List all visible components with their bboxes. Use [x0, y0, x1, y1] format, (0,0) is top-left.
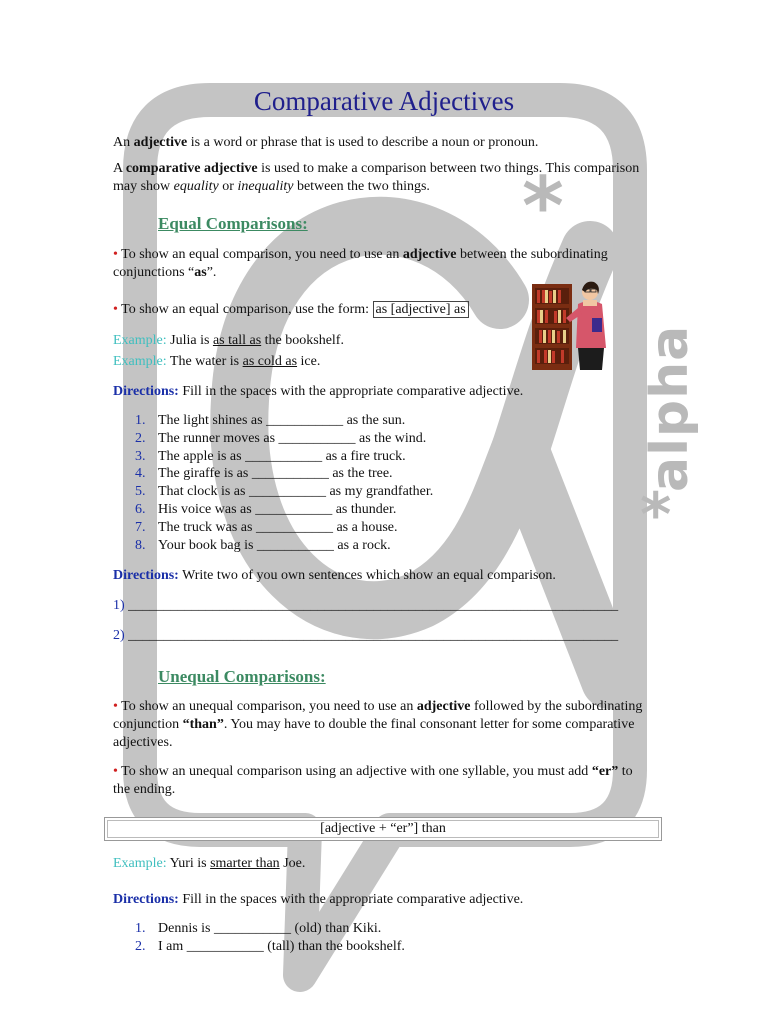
item-number: 1.	[135, 921, 146, 936]
intro-paragraph-1	[113, 134, 653, 152]
italic-term: equality	[173, 179, 219, 194]
underlined-phrase: as cold as	[242, 354, 298, 369]
item-text: The runner moves as ___________ as the wind.	[158, 430, 427, 446]
text: A	[113, 161, 126, 176]
text: Julia is	[166, 333, 213, 348]
text: between the subordinating conjunctions “	[113, 247, 608, 280]
unequal-bullet-1	[113, 698, 653, 752]
blank-line[interactable]: ______________________________________________________________________	[124, 628, 619, 643]
item-text: The light shines as ___________ as the sun.	[158, 413, 406, 428]
text: To show an equal comparison, you need to use an	[117, 247, 403, 262]
text: Write two of you own sentences which show an equal comparison.	[178, 568, 556, 583]
item-number: 6.	[135, 501, 146, 517]
directions-label: Directions:	[113, 568, 179, 583]
bold-term: adjective	[416, 699, 471, 714]
watermark-star-bottom: *	[640, 480, 672, 550]
text: Joe.	[279, 856, 306, 871]
bold-term: adjective	[402, 247, 457, 262]
unequal-comparisons-heading: Unequal Comparisons:	[158, 667, 326, 686]
text: the bookshelf.	[261, 333, 344, 348]
blank-line[interactable]: ______________________________________________________________________	[124, 598, 619, 613]
formula-text: [adjective + “er”] than	[320, 821, 446, 836]
answer-line-1[interactable]	[113, 597, 618, 615]
list-item	[135, 483, 615, 501]
text: To show an equal comparison, use the form:	[117, 302, 373, 317]
item-text: His voice was as ___________ as thunder.	[158, 501, 397, 517]
equal-exercise-list	[135, 412, 615, 554]
item-number: 8.	[135, 537, 146, 553]
bullet-icon: •	[113, 302, 118, 317]
bullet-icon: •	[113, 699, 118, 714]
item-number: 1.	[135, 413, 146, 428]
text: between the two things.	[293, 179, 430, 194]
directions-label: Directions:	[113, 892, 179, 907]
example-label: Example:	[113, 856, 167, 871]
bold-term: adjective	[133, 135, 188, 150]
equal-directions-2	[113, 567, 653, 585]
form-box: as [adjective] as	[373, 301, 469, 318]
bold-term: comparative adjective	[125, 161, 258, 176]
bullet-icon: •	[113, 764, 118, 779]
equal-directions-1	[113, 383, 653, 401]
bullet-icon: •	[113, 247, 118, 262]
watermark-alpha-text: alpha	[640, 324, 700, 492]
italic-term: inequality	[237, 179, 294, 194]
line-number: 1)	[113, 598, 125, 613]
unequal-directions	[113, 891, 653, 909]
item-number: 5.	[135, 484, 146, 500]
item-number: 7.	[135, 519, 146, 535]
list-item	[135, 938, 615, 956]
watermark-star-top: *	[522, 160, 564, 253]
text: The water is	[166, 354, 243, 369]
list-item	[135, 537, 615, 555]
item-text: Your book bag is ___________ as a rock.	[158, 537, 391, 553]
item-text: I am ___________ (tall) than the bookshelf.	[158, 938, 405, 954]
example-label: Example:	[113, 333, 167, 348]
text: An	[113, 135, 134, 150]
text: followed by the subordinating conjunction	[113, 699, 643, 732]
list-item	[135, 519, 615, 537]
text: ice.	[297, 354, 321, 369]
page-title: Comparative Adjectives	[253, 86, 515, 116]
item-number: 3.	[135, 448, 146, 464]
underlined-phrase: as tall as	[212, 333, 262, 348]
unequal-bullet-2	[113, 763, 653, 799]
item-number: 2.	[135, 938, 146, 954]
text: . You may have to double the final consonant letter for some comparative adjectives.	[113, 717, 635, 750]
equal-bullet-2	[113, 301, 513, 319]
list-item	[135, 920, 615, 938]
directions-label: Directions:	[113, 384, 179, 399]
item-number: 4.	[135, 466, 146, 482]
list-item	[135, 430, 615, 448]
text: is a word or phrase that is used to describe a noun or pronoun.	[187, 135, 539, 150]
answer-line-2[interactable]	[113, 627, 618, 645]
text: Yuri is	[166, 856, 211, 871]
text: is used to make a comparison between two things. This comparison may show	[113, 161, 640, 194]
example-label: Example:	[113, 354, 167, 369]
item-text: The giraffe is as ___________ as the tree.	[158, 466, 393, 482]
text: or	[218, 179, 238, 194]
item-text: That clock is as ___________ as my grandfather.	[158, 484, 434, 500]
bold-term: “er”	[591, 764, 619, 779]
list-item	[135, 448, 615, 466]
item-number: 2.	[135, 430, 146, 446]
text: Fill in the spaces with the appropriate comparative adjective.	[178, 892, 524, 907]
woman-at-bookshelf-clipart	[530, 278, 614, 371]
list-item	[135, 465, 615, 483]
list-item	[135, 412, 615, 430]
item-text: Dennis is ___________ (old) than Kiki.	[158, 921, 382, 936]
underlined-phrase: smarter than	[210, 856, 280, 871]
unequal-exercise-list	[135, 920, 615, 956]
text: To show an unequal comparison, you need to use an	[117, 699, 417, 714]
equal-bullet-1	[113, 246, 653, 282]
item-text: The apple is as ___________ as a fire truck.	[158, 448, 406, 464]
text: to the ending.	[113, 764, 633, 797]
unequal-example	[113, 855, 653, 873]
list-item	[135, 501, 615, 519]
formula-box	[104, 817, 662, 841]
intro-paragraph-2	[113, 160, 653, 196]
text: Fill in the spaces with the appropriate comparative adjective.	[178, 384, 524, 399]
text: To show an unequal comparison using an adjective with one syllable, you must add	[117, 764, 592, 779]
item-text: The truck was as ___________ as a house.	[158, 519, 398, 535]
text: ”.	[206, 265, 217, 280]
bold-term: “than”	[182, 717, 224, 732]
line-number: 2)	[113, 628, 125, 643]
equal-comparisons-heading: Equal Comparisons:	[158, 214, 308, 233]
bold-term: as	[194, 265, 207, 280]
